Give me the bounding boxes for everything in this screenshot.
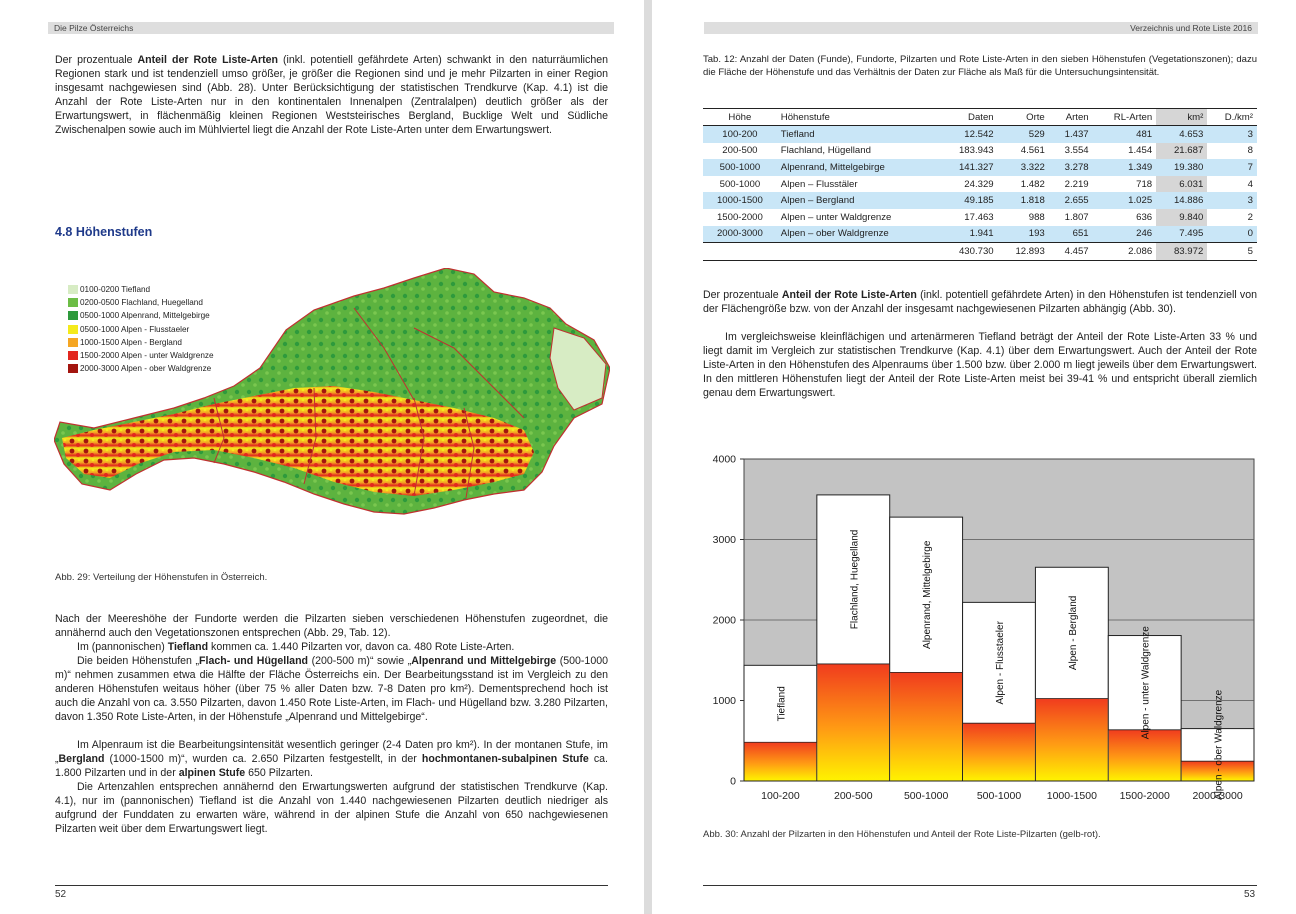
table-row: [703, 176, 1257, 193]
bar-label: Alpen - unter Waldgrenze: [1140, 626, 1152, 740]
table-header-cell: Orte: [998, 109, 1049, 126]
x-tick-label: 200-500: [834, 790, 873, 802]
bar-label: Alpen - Flusstaeler: [995, 621, 1006, 705]
table-cell: 193: [998, 226, 1049, 243]
chart-caption: Abb. 30: Anzahl der Pilzarten in den Höhenstufen und Anteil der Rote Liste-Pilzarten (gelb-rot).: [703, 829, 1101, 840]
y-tick-label: 0: [730, 775, 736, 788]
table-cell: Tiefland: [777, 126, 939, 143]
bar-label: Tiefland: [776, 686, 788, 722]
table-total-cell: 12.893: [998, 243, 1049, 261]
table-cell: 529: [998, 126, 1049, 143]
table-cell: 21.687: [1156, 143, 1207, 160]
table-row: [703, 192, 1257, 209]
table-cell: 3.278: [1049, 159, 1093, 176]
legend-swatch: [68, 311, 78, 320]
table-caption: Tab. 12: Anzahl der Daten (Funde), Fundorte, Pilzarten und Rote Liste-Arten in den sieben Höhenstufen (Vegetationszonen); dazu die Fläche der Höhenstufe und das Verhältnis der Daten zur Fläche als Maß für die Untersuchungsintensität.: [703, 54, 1257, 78]
table-cell: 4.653: [1156, 126, 1207, 143]
species-bar-chart: [700, 450, 1260, 810]
y-tick-label: 2000: [712, 614, 736, 627]
table-header-cell: Höhenstufe: [777, 109, 939, 126]
table-row: [703, 143, 1257, 160]
table-cell: 481: [1093, 126, 1157, 143]
table-cell: 3.322: [998, 159, 1049, 176]
table-total-cell: [777, 243, 939, 261]
body-paragraph: Nach der Meereshöhe der Fundorte werden die Pilzarten sieben verschiedenen Höhenstufen zugeordnet, die annähernd auch den Vegetationszonen entsprechen (Abb. 29, Tab. 12).: [55, 613, 608, 639]
table-cell: 200-500: [722, 145, 758, 157]
bar-label: Alpen - ober Waldgrenze: [1213, 689, 1225, 801]
table-total-cell: 430.730: [939, 243, 997, 261]
table-cell: 1.025: [1093, 192, 1157, 209]
table-cell: Alpen – Bergland: [777, 192, 939, 209]
table-header-cell: Arten: [1049, 109, 1093, 126]
x-tick-label: 2000-3000: [1192, 790, 1243, 802]
x-tick-label: 100-200: [761, 790, 800, 802]
table-row: [703, 126, 1257, 143]
table-cell: 3: [1207, 192, 1257, 209]
table-cell: 651: [1049, 226, 1093, 243]
legend-item: [68, 283, 214, 296]
y-tick-label: 3000: [712, 534, 736, 546]
table-cell: 1.454: [1128, 145, 1153, 157]
table-cell: 246: [1093, 226, 1157, 243]
table-cell: Alpen – ober Waldgrenze: [777, 226, 939, 243]
table-cell: 2000-3000: [703, 226, 777, 243]
table-total-row: [703, 243, 1257, 261]
table-cell: 7.495: [1156, 226, 1207, 243]
body-paragraph: Die beiden Höhenstufen „Flach- und Hügelland (200-500 m)“ sowie „Alpenrand und Mittelgebirge (500-1000 m)“ nehmen zusammen etwa die Hälfte der Fläche Österreichs ein. Der Bearbeitungsstand ist im Vergleich zu den anderen Höhenstufen weitaus höher (über 75 % aller Daten bzw. 7-8 Daten pro km²). Dementsprechend hoch ist auch die Anzahl von ca. 3.550 Pilzarten, davon 1.450 Rote Liste-Arten, im Flach- und Hügelland bzw. 3.280 Pilzarten, davon 1.350 Rote Liste-Arten, in der Höhenstufe „Alpenrand und Mittelgebirge“.: [55, 655, 609, 723]
map-caption: Abb. 29: Verteilung der Höhenstufen in Österreich.: [55, 572, 268, 583]
table-cell: 1000-1500: [703, 192, 777, 209]
table-cell: 17.463: [964, 211, 994, 223]
section-title: 4.8 Höhenstufen: [55, 225, 153, 239]
body-paragraph: Im (pannonischen) Tiefland kommen ca. 1.440 Pilzarten vor, davon ca. 480 Rote Liste-Arten.: [77, 641, 515, 653]
table-cell: 12.542: [939, 126, 997, 143]
bar-label: Flachland, Huegelland: [849, 529, 861, 630]
elevation-table: [703, 108, 1257, 261]
table-cell: 500-1000: [719, 178, 761, 190]
table-cell: 4.561: [1020, 145, 1045, 157]
left-running-header: Die Pilze Österreichs: [48, 22, 614, 34]
table-total-cell: 83.972: [1156, 243, 1207, 261]
table-cell: 2: [1247, 211, 1253, 223]
table-cell: 7: [1207, 159, 1257, 176]
table-cell: Alpen – Flusstäler: [780, 178, 858, 190]
table-cell: 718: [1136, 178, 1153, 190]
table-cell: 24.329: [964, 178, 994, 190]
table-cell: 1.941: [939, 226, 997, 243]
table-cell: 0: [1207, 226, 1257, 243]
legend-swatch: [68, 364, 78, 373]
table-cell: 1.349: [1093, 159, 1157, 176]
legend-item: [68, 349, 214, 362]
legend-label: 1000-1500 Alpen - Bergland: [80, 337, 182, 347]
table-cell: 988: [1028, 211, 1045, 223]
map-legend: [68, 283, 214, 375]
table-cell: 2.219: [1064, 178, 1089, 190]
legend-item: [68, 296, 214, 309]
x-tick-label: 1500-2000: [1119, 790, 1170, 802]
table-cell: 19.380: [1156, 159, 1207, 176]
legend-swatch: [68, 285, 78, 294]
left-footer-rule: [55, 885, 608, 886]
table-cell: 6.031: [1156, 176, 1207, 193]
table-cell: 1.437: [1049, 126, 1093, 143]
right-paragraph: Im vergleichsweise kleinflächigen und artenärmeren Tiefland beträgt der Anteil der Rote Liste-Arten 33 % und liegt damit im Vergleich zur statistischen Trendkurve (Kap. 4.1) über dem Erwartungswert. Auch der Anteil der Rote Liste-Arten in den Höhenstufen des Alpenraums über 1.500 bzw. über 2.000 m liegt jeweils über dem Erwartungswert. In den mittleren Höhenstufen liegt der Anteil der Rote Liste-Arten meist bei 39-41 % und entspricht überall ziemlich genau dem Erwartungswert.: [703, 331, 1257, 399]
table-cell: Alpen – unter Waldgrenze: [780, 211, 892, 223]
legend-label: 0500-1000 Alpen - Flusstaeler: [80, 324, 190, 334]
bar-red-list-species: [963, 723, 1035, 780]
table-cell: 49.185: [939, 192, 997, 209]
bar-red-list-species: [890, 672, 962, 780]
body-paragraph: Die Artenzahlen entsprechen annähernd den Erwartungswerten aufgrund der statistischen Trendkurve (Kap. 4.1), nur im (pannonischen) Tiefland ist die Anzahl von 1.440 nachgewiesenen Pilzarten deutlich niedriger als aufgrund der Funddaten zu erwarten wäre, während in der alpinen Stufe die Anzahl von 650 nachgewiesenen Pilzarten weit über dem Erwartungswert liegt.: [55, 781, 608, 835]
bar-label: Alpen - Bergland: [1067, 595, 1079, 671]
page-gutter: [644, 0, 652, 914]
table-cell: 4: [1247, 178, 1253, 190]
y-tick-label: 1000: [712, 695, 736, 707]
table-cell: 14.886: [1156, 192, 1207, 209]
right-footer-rule: [703, 885, 1257, 886]
legend-swatch: [68, 338, 78, 347]
legend-label: 1500-2000 Alpen - unter Waldgrenze: [80, 350, 214, 360]
table-cell: 100-200: [703, 126, 777, 143]
table-header-cell: RL-Arten: [1093, 109, 1157, 126]
table-total-cell: 5: [1207, 243, 1257, 261]
table-cell: 9.840: [1156, 209, 1207, 226]
right-running-header: Verzeichnis und Rote Liste 2016: [704, 22, 1258, 34]
legend-swatch: [68, 351, 78, 360]
table-cell: 636: [1136, 211, 1153, 223]
x-tick-label: 500-1000: [903, 790, 949, 802]
table-cell: Flachland, Hügelland: [780, 145, 871, 157]
x-tick-label: 500-1000: [976, 790, 1022, 802]
table-total-cell: 4.457: [1049, 243, 1093, 261]
table-header-cell: Höhe: [703, 109, 777, 126]
legend-label: 0500-1000 Alpenrand, Mittelgebirge: [80, 311, 210, 321]
legend-swatch: [68, 325, 78, 334]
table-header-cell: km²: [1156, 109, 1207, 126]
table-cell: 1.807: [1064, 211, 1089, 223]
legend-item: [68, 362, 214, 375]
legend-label: 0200-0500 Flachland, Huegelland: [80, 298, 203, 308]
right-paragraph: Der prozentuale Anteil der Rote Liste-Arten (inkl. potentiell gefährdete Arten) in den Höhenstufen ist tendenziell von der Flächengröße bzw. von der Anzahl der insgesamt nachgewiesenen Pilzarten abhängig (Abb. 30).: [703, 289, 1257, 315]
table-cell: 3: [1207, 126, 1257, 143]
table-cell: 8: [1247, 145, 1253, 157]
legend-swatch: [68, 298, 78, 307]
y-tick-label: 4000: [712, 453, 736, 466]
legend-item: [68, 323, 214, 336]
legend-item: [68, 309, 214, 322]
table-row: [703, 159, 1257, 176]
legend-label: 0100-0200 Tiefland: [80, 285, 151, 294]
bar-red-list-species: [745, 742, 817, 780]
table-cell: 500-1000: [703, 159, 777, 176]
table-cell: 2.655: [1049, 192, 1093, 209]
intro-paragraph: Der prozentuale Anteil der Rote Liste-Arten (inkl. potentiell gefährdete Arten) schwankt in den naturräumlichen Regionen stark und ist tendenziell umso größer, je größer die Regionen sind und je mehr Pilzarten in einer Region insgesamt nachgewiesen sind (Abb. 28). Unter Berücksichtigung der statistischen Trendkurve (Kap. 4.1) ist die Anzahl der Rote Liste-Arten nur in den kontinentalen Innenalpen (Zentralalpen) deutlich größer als der Erwartungswert, in flächenmäßig kleinen Regionen Weststeirisches Bergland, Bucklige Welt und Südliche Zwischenalpen sowie auch im Mühlviertel liegt die Anzahl der Rote Liste-Arten unter dem Erwartungswert.: [55, 54, 609, 136]
table-cell: 1500-2000: [716, 211, 763, 223]
left-page-number: 52: [55, 889, 67, 900]
table-header-cell: Daten: [939, 109, 997, 126]
table-cell: 1.818: [998, 192, 1049, 209]
table-cell: Alpenrand, Mittelgebirge: [777, 159, 939, 176]
table-header-cell: D./km²: [1207, 109, 1257, 126]
table-row: [703, 226, 1257, 243]
table-total-cell: [703, 243, 777, 261]
bar-red-list-species: [817, 664, 889, 781]
table-cell: 141.327: [939, 159, 997, 176]
bar-red-list-species: [1036, 698, 1108, 780]
table-cell: 183.943: [958, 145, 994, 157]
right-page-number: 53: [1244, 889, 1256, 900]
body-paragraph: Im Alpenraum ist die Bearbeitungsintensität wesentlich geringer (2-4 Daten pro km²). In der montanen Stufe, im „Bergland (1000-1500 m)“, wurden ca. 2.650 Pilzarten festgestellt, in der hochmontanen-subalpinen Stufe ca. 1.800 Pilzarten und in der alpinen Stufe 650 Pilzarten.: [55, 739, 608, 779]
legend-label: 2000-3000 Alpen - ober Waldgrenze: [80, 364, 212, 374]
table-total-cell: 2.086: [1093, 243, 1157, 261]
table-header-row: [703, 109, 1257, 126]
bar-label: Alpenrand, Mittelgebirge: [922, 540, 934, 649]
x-tick-label: 1000-1500: [1046, 790, 1097, 802]
table-row: [703, 209, 1257, 226]
legend-item: [68, 336, 214, 349]
table-cell: 3.554: [1064, 145, 1089, 157]
table-cell: 1.482: [1020, 178, 1045, 190]
